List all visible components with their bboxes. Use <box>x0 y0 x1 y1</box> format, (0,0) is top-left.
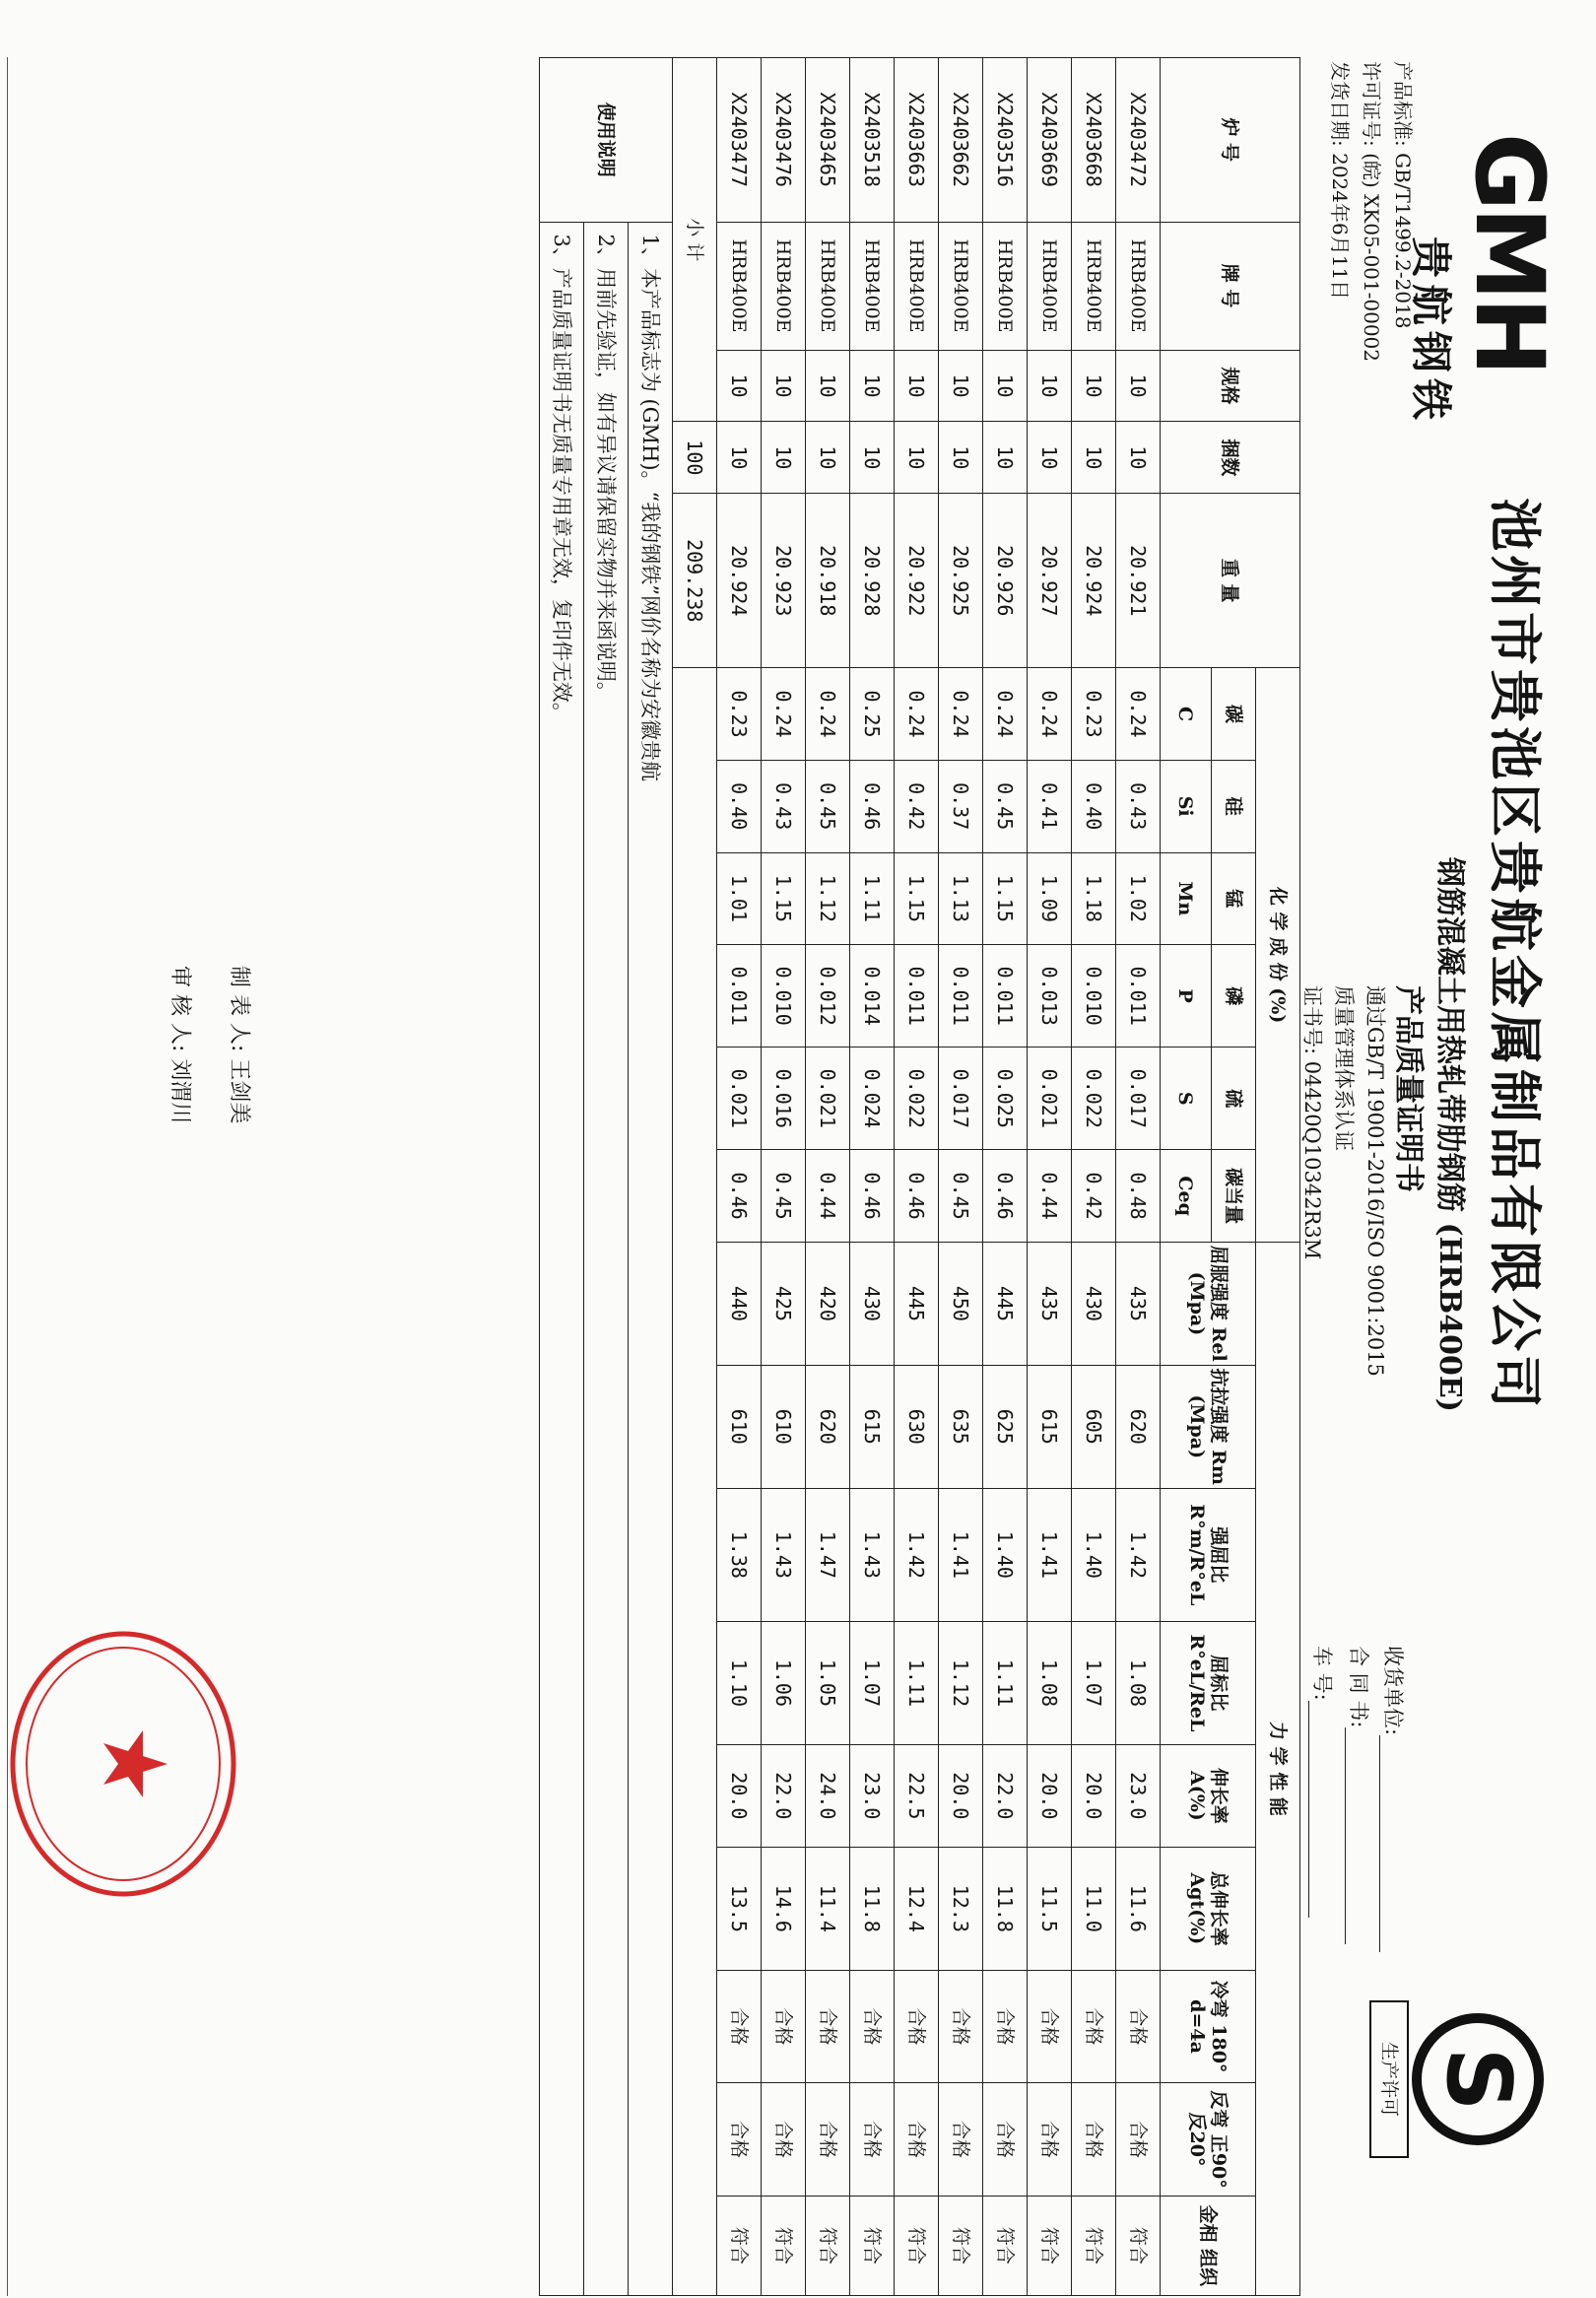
col-bend: 冷弯 180° d=4a <box>1161 1970 1256 2082</box>
cell-grade: HRB400E <box>717 222 762 350</box>
license-number: 许可证号: (皖) XK05-001-00002 <box>1360 61 1383 362</box>
table-maker: 制 表 人: 王剑美 <box>227 966 251 1124</box>
col-ceq-sym: Ceq <box>1161 1150 1212 1243</box>
cell-tensile: 635 <box>939 1365 983 1488</box>
cell-weight: 20.924 <box>717 494 762 668</box>
col-agt: 总伸长率 Agt(%) <box>1161 1847 1256 1970</box>
cell-furnace: X2403516 <box>983 58 1028 223</box>
col-bundles: 捆数 <box>1161 422 1300 494</box>
cell-bend: 合格 <box>850 1970 895 2082</box>
cell-ceq: 0.42 <box>1072 1150 1116 1243</box>
cell-metal: 符合 <box>806 2196 850 2295</box>
cell-mn: 1.15 <box>895 852 939 945</box>
cell-s: 0.017 <box>1116 1048 1161 1150</box>
cell-bend: 合格 <box>1072 1970 1116 2082</box>
col-elong: 伸长率 A(%) <box>1161 1744 1256 1847</box>
cell-weight: 20.925 <box>939 494 983 668</box>
cell-grade: HRB400E <box>983 222 1028 350</box>
cell-metal: 符合 <box>717 2196 762 2295</box>
production-license-icon <box>1409 2000 1547 2158</box>
cell-yield: 445 <box>983 1242 1028 1365</box>
receiver-field <box>1379 1646 1409 2000</box>
cell-ratio1: 1.40 <box>1072 1488 1116 1621</box>
cell-bend: 合格 <box>895 1970 939 2082</box>
cell-metal: 符合 <box>939 2196 983 2295</box>
cell-s: 0.024 <box>850 1048 895 1150</box>
document-title: 产品质量证明书 <box>1391 985 1426 1192</box>
cell-rebend: 合格 <box>806 2083 850 2196</box>
cell-spec: 10 <box>717 350 762 422</box>
cell-bundles: 10 <box>806 422 850 494</box>
cell-bend: 合格 <box>762 1970 806 2082</box>
cell-grade: HRB400E <box>806 222 850 350</box>
cell-metal: 符合 <box>1072 2196 1116 2295</box>
cell-agt: 11.8 <box>850 1847 895 1970</box>
cell-c: 0.24 <box>1116 668 1161 761</box>
cell-elong: 20.0 <box>1072 1744 1116 1847</box>
col-furnace: 炉 号 <box>1161 58 1300 223</box>
cell-metal: 符合 <box>1116 2196 1161 2295</box>
cell-spec: 10 <box>983 350 1028 422</box>
cell-furnace: X2403662 <box>939 58 983 223</box>
cell-weight: 20.924 <box>1072 494 1116 668</box>
subtotal-weight: 209.238 <box>673 494 717 668</box>
table-row <box>762 58 806 2296</box>
cell-yield: 435 <box>1116 1242 1161 1365</box>
cell-c: 0.24 <box>983 668 1028 761</box>
cell-spec: 10 <box>895 350 939 422</box>
cell-p: 0.011 <box>895 945 939 1048</box>
cell-c: 0.23 <box>717 668 762 761</box>
cell-rebend: 合格 <box>895 2083 939 2196</box>
cell-weight: 20.922 <box>895 494 939 668</box>
cell-tensile: 620 <box>1116 1365 1161 1488</box>
cell-furnace: X2403668 <box>1072 58 1116 223</box>
cell-elong: 22.0 <box>762 1744 806 1847</box>
cell-mn: 1.15 <box>983 852 1028 945</box>
cell-bundles: 10 <box>939 422 983 494</box>
cell-s: 0.022 <box>895 1048 939 1150</box>
col-p-sym: P <box>1161 945 1212 1048</box>
cell-furnace: X2403663 <box>895 58 939 223</box>
cell-mn: 1.01 <box>717 852 762 945</box>
cell-agt: 11.8 <box>983 1847 1028 1970</box>
cell-ratio1: 1.42 <box>895 1488 939 1621</box>
cell-ratio2: 1.08 <box>1028 1621 1072 1744</box>
cell-metal: 符合 <box>1028 2196 1072 2295</box>
col-weight: 重 量 <box>1161 494 1300 668</box>
subtotal-empty <box>673 668 717 2296</box>
cell-ceq: 0.48 <box>1116 1150 1161 1243</box>
cell-ratio1: 1.43 <box>850 1488 895 1621</box>
cell-mn: 1.15 <box>762 852 806 945</box>
table-row <box>1028 58 1072 2296</box>
cell-ceq: 0.44 <box>1028 1150 1072 1243</box>
cell-ceq: 0.46 <box>895 1150 939 1243</box>
col-p: 磷 <box>1212 945 1256 1048</box>
note-2: 2、用前先验证，如有异议请保留实物并来函说明。 <box>584 222 629 2295</box>
cell-mn: 1.09 <box>1028 852 1072 945</box>
cell-furnace: X2403465 <box>806 58 850 223</box>
cell-bundles: 10 <box>762 422 806 494</box>
vehicle-field <box>1308 1646 1338 2000</box>
table-row <box>1072 58 1116 2296</box>
cell-s: 0.021 <box>717 1048 762 1150</box>
col-grade: 牌 号 <box>1161 222 1300 350</box>
cell-ratio2: 1.07 <box>850 1621 895 1744</box>
cell-ratio2: 1.12 <box>939 1621 983 1744</box>
cell-ceq: 0.45 <box>939 1150 983 1243</box>
cell-furnace: X2403472 <box>1116 58 1161 223</box>
cell-bend: 合格 <box>717 1970 762 2082</box>
cell-p: 0.010 <box>762 945 806 1048</box>
cell-spec: 10 <box>806 350 850 422</box>
mech-group-header: 力 学 性 能 <box>1256 1242 1300 2295</box>
cell-p: 0.010 <box>1072 945 1116 1048</box>
cell-ratio2: 1.10 <box>717 1621 762 1744</box>
cell-bend: 合格 <box>806 1970 850 2082</box>
col-c: 碳 <box>1212 668 1256 761</box>
cell-bend: 合格 <box>939 1970 983 2082</box>
production-license-badge: 生产许可 <box>1369 2000 1409 2158</box>
cell-yield: 430 <box>1072 1242 1116 1365</box>
cell-spec: 10 <box>850 350 895 422</box>
cell-si: 0.40 <box>717 760 762 852</box>
cell-agt: 11.6 <box>1116 1847 1161 1970</box>
cell-elong: 23.0 <box>1116 1744 1161 1847</box>
cell-ratio2: 1.07 <box>1072 1621 1116 1744</box>
cell-mn: 1.02 <box>1116 852 1161 945</box>
cell-agt: 11.5 <box>1028 1847 1072 1970</box>
cell-si: 0.43 <box>1116 760 1161 852</box>
cell-si: 0.45 <box>983 760 1028 852</box>
cell-grade: HRB400E <box>1116 222 1161 350</box>
cell-weight: 20.918 <box>806 494 850 668</box>
cell-ceq: 0.46 <box>850 1150 895 1243</box>
cell-grade: HRB400E <box>1072 222 1116 350</box>
col-c-sym: C <box>1161 668 1212 761</box>
cell-si: 0.37 <box>939 760 983 852</box>
col-mn-sym: Mn <box>1161 852 1212 945</box>
cell-bundles: 10 <box>717 422 762 494</box>
cell-ratio1: 1.40 <box>983 1488 1028 1621</box>
subtotal-label: 小 计 <box>673 58 717 422</box>
cell-c: 0.24 <box>1028 668 1072 761</box>
cell-agt: 12.4 <box>895 1847 939 1970</box>
cell-ratio1: 1.43 <box>762 1488 806 1621</box>
cell-ratio1: 1.41 <box>939 1488 983 1621</box>
cell-agt: 14.6 <box>762 1847 806 1970</box>
cell-yield: 430 <box>850 1242 895 1365</box>
cell-s: 0.017 <box>939 1048 983 1150</box>
col-spec: 规格 <box>1161 350 1300 422</box>
cell-bundles: 10 <box>850 422 895 494</box>
cell-spec: 10 <box>1116 350 1161 422</box>
cell-ceq: 0.46 <box>983 1150 1028 1243</box>
cell-tensile: 615 <box>850 1365 895 1488</box>
cell-bend: 合格 <box>983 1970 1028 2082</box>
cell-ratio1: 1.42 <box>1116 1488 1161 1621</box>
qms-line: 质量管理体系认证 <box>1332 985 1356 1151</box>
cell-c: 0.24 <box>762 668 806 761</box>
cell-c: 0.24 <box>939 668 983 761</box>
bottom-rule <box>7 57 8 2296</box>
cell-mn: 1.13 <box>939 852 983 945</box>
contract-field <box>1345 1646 1374 2000</box>
quality-seal <box>5 1626 241 1902</box>
cell-s: 0.021 <box>1028 1048 1072 1150</box>
svg-text:S: S <box>1427 2047 1530 2112</box>
cell-yield: 425 <box>762 1242 806 1365</box>
cell-tensile: 615 <box>1028 1365 1072 1488</box>
cell-si: 0.40 <box>1072 760 1116 852</box>
cell-ratio1: 1.41 <box>1028 1488 1072 1621</box>
cell-elong: 24.0 <box>806 1744 850 1847</box>
cell-ratio2: 1.06 <box>762 1621 806 1744</box>
col-si-sym: Si <box>1161 760 1212 852</box>
col-ratio2: 屈标比 R°eL/ReL <box>1161 1621 1256 1744</box>
cell-p: 0.011 <box>717 945 762 1048</box>
cell-si: 0.41 <box>1028 760 1072 852</box>
cell-metal: 符合 <box>895 2196 939 2295</box>
cell-tensile: 610 <box>717 1365 762 1488</box>
cell-bundles: 10 <box>1072 422 1116 494</box>
cell-elong: 20.0 <box>939 1744 983 1847</box>
cell-s: 0.025 <box>983 1048 1028 1150</box>
certificate-number: 证书号: 04420Q10342R3M <box>1300 985 1324 1260</box>
cell-agt: 11.4 <box>806 1847 850 1970</box>
vehicle-label: 车 号: <box>1310 1646 1334 1701</box>
reviewer: 审 核 人: 刘渭川 <box>167 966 192 1124</box>
cell-ceq: 0.44 <box>806 1150 850 1243</box>
cell-c: 0.24 <box>806 668 850 761</box>
cell-grade: HRB400E <box>1028 222 1072 350</box>
cell-s: 0.021 <box>806 1048 850 1150</box>
contract-blank <box>1345 1727 1365 1944</box>
cell-weight: 20.928 <box>850 494 895 668</box>
cell-rebend: 合格 <box>850 2083 895 2196</box>
col-rebend: 反弯 正90° 反20° <box>1161 2083 1256 2196</box>
company-logo-text: 贵航钢铁 <box>1407 237 1455 427</box>
cell-bend: 合格 <box>1028 1970 1072 2082</box>
cell-p: 0.014 <box>850 945 895 1048</box>
note-1: 1、本产品标志为 (GMH)。“我的钢铁”网价名称为安徽贵航 <box>629 222 673 2295</box>
cell-weight: 20.927 <box>1028 494 1072 668</box>
table-row <box>806 58 850 2296</box>
cell-metal: 符合 <box>850 2196 895 2295</box>
cell-rebend: 合格 <box>1028 2083 1072 2196</box>
cell-elong: 20.0 <box>1028 1744 1072 1847</box>
cell-tensile: 625 <box>983 1365 1028 1488</box>
cell-spec: 10 <box>1028 350 1072 422</box>
cell-s: 0.022 <box>1072 1048 1116 1150</box>
company-logo-mark: GMH <box>1454 133 1564 372</box>
cell-yield: 420 <box>806 1242 850 1365</box>
col-si: 硅 <box>1212 760 1256 852</box>
cell-spec: 10 <box>762 350 806 422</box>
table-row <box>717 58 762 2296</box>
note-3: 3、产品质量证明书无质量专用章无效，复印件无效。 <box>540 222 584 2295</box>
cell-yield: 450 <box>939 1242 983 1365</box>
issue-date: 发货日期: 2024年6月11日 <box>1328 61 1352 301</box>
cell-rebend: 合格 <box>1072 2083 1116 2196</box>
table-row <box>939 58 983 2296</box>
cell-grade: HRB400E <box>939 222 983 350</box>
cell-mn: 1.12 <box>806 852 850 945</box>
cell-metal: 符合 <box>983 2196 1028 2295</box>
cell-elong: 22.0 <box>983 1744 1028 1847</box>
cell-yield: 440 <box>717 1242 762 1365</box>
cell-rebend: 合格 <box>939 2083 983 2196</box>
contract-label: 合 同 书: <box>1347 1646 1370 1728</box>
company-name: 池州市贵池区贵航金属制品有限公司 <box>1484 498 1547 1412</box>
cell-rebend: 合格 <box>1116 2083 1161 2196</box>
cell-furnace: X2403518 <box>850 58 895 223</box>
cell-c: 0.25 <box>850 668 895 761</box>
cell-ratio2: 1.08 <box>1116 1621 1161 1744</box>
cell-mn: 1.18 <box>1072 852 1116 945</box>
vehicle-blank <box>1308 1701 1329 1918</box>
iso-cert-line: 通过GB/T 19001-2016/ISO 9001:2015 <box>1363 985 1387 1377</box>
col-ratio1: 强屈比 R°m/R°eL <box>1161 1488 1256 1621</box>
col-metallo: 金相 组织 <box>1161 2196 1256 2295</box>
cell-tensile: 610 <box>762 1365 806 1488</box>
cell-ceq: 0.45 <box>762 1150 806 1243</box>
receiver-blank <box>1379 1735 1400 1952</box>
cell-si: 0.43 <box>762 760 806 852</box>
chem-group-header: 化 学 成 份 (%) <box>1256 668 1300 1243</box>
cell-ceq: 0.46 <box>717 1150 762 1243</box>
cell-bundles: 10 <box>1116 422 1161 494</box>
cell-p: 0.011 <box>983 945 1028 1048</box>
cell-metal: 符合 <box>762 2196 806 2295</box>
cell-ratio1: 1.38 <box>717 1488 762 1621</box>
table-row <box>1116 58 1161 2296</box>
cell-s: 0.016 <box>762 1048 806 1150</box>
col-s-sym: S <box>1161 1048 1212 1150</box>
cell-c: 0.24 <box>895 668 939 761</box>
cell-weight: 20.923 <box>762 494 806 668</box>
product-subtitle: 钢筋混凝土用热轧带肋钢筋 (HRB400E) <box>1432 857 1467 1412</box>
cell-tensile: 630 <box>895 1365 939 1488</box>
cell-weight: 20.921 <box>1116 494 1161 668</box>
col-ceq: 碳当量 <box>1212 1150 1256 1243</box>
cell-agt: 12.3 <box>939 1847 983 1970</box>
cell-bend: 合格 <box>1116 1970 1161 2082</box>
cell-bundles: 10 <box>983 422 1028 494</box>
cell-si: 0.42 <box>895 760 939 852</box>
cell-grade: HRB400E <box>850 222 895 350</box>
col-tensile: 抗拉强度 Rm (Mpa) <box>1161 1365 1256 1488</box>
cell-grade: HRB400E <box>762 222 806 350</box>
notes-label: 使用说明 <box>540 58 673 223</box>
cell-furnace: X2403477 <box>717 58 762 223</box>
cell-furnace: X2403476 <box>762 58 806 223</box>
col-s: 硫 <box>1212 1048 1256 1150</box>
cell-furnace: X2403669 <box>1028 58 1072 223</box>
cell-tensile: 605 <box>1072 1365 1116 1488</box>
table-row <box>983 58 1028 2296</box>
cell-p: 0.012 <box>806 945 850 1048</box>
cell-agt: 13.5 <box>717 1847 762 1970</box>
table-row <box>895 58 939 2296</box>
receiver-label: 收货单位: <box>1381 1646 1405 1736</box>
cell-grade: HRB400E <box>895 222 939 350</box>
cell-spec: 10 <box>939 350 983 422</box>
cell-ratio1: 1.47 <box>806 1488 850 1621</box>
product-standard: 产品标准: GB/T1499.2-2018 <box>1391 61 1415 329</box>
col-yield: 屈服强度 Rel (Mpa) <box>1161 1242 1256 1365</box>
cell-bundles: 10 <box>1028 422 1072 494</box>
cell-c: 0.23 <box>1072 668 1116 761</box>
cell-p: 0.011 <box>939 945 983 1048</box>
cell-bundles: 10 <box>895 422 939 494</box>
col-mn: 锰 <box>1212 852 1256 945</box>
cell-rebend: 合格 <box>762 2083 806 2196</box>
cell-elong: 22.5 <box>895 1744 939 1847</box>
cell-si: 0.46 <box>850 760 895 852</box>
cell-yield: 435 <box>1028 1242 1072 1365</box>
cell-elong: 20.0 <box>717 1744 762 1847</box>
cell-rebend: 合格 <box>717 2083 762 2196</box>
cell-agt: 11.0 <box>1072 1847 1116 1970</box>
cell-ratio2: 1.11 <box>983 1621 1028 1744</box>
cell-spec: 10 <box>1072 350 1116 422</box>
cell-ratio2: 1.05 <box>806 1621 850 1744</box>
cell-mn: 1.11 <box>850 852 895 945</box>
quality-table <box>539 57 1300 2296</box>
subtotal-bundles: 100 <box>673 422 717 494</box>
cell-elong: 23.0 <box>850 1744 895 1847</box>
cell-tensile: 620 <box>806 1365 850 1488</box>
table-row <box>850 58 895 2296</box>
cell-p: 0.013 <box>1028 945 1072 1048</box>
cell-ratio2: 1.11 <box>895 1621 939 1744</box>
cell-si: 0.45 <box>806 760 850 852</box>
cell-p: 0.011 <box>1116 945 1161 1048</box>
cell-weight: 20.926 <box>983 494 1028 668</box>
cell-yield: 445 <box>895 1242 939 1365</box>
cell-rebend: 合格 <box>983 2083 1028 2196</box>
